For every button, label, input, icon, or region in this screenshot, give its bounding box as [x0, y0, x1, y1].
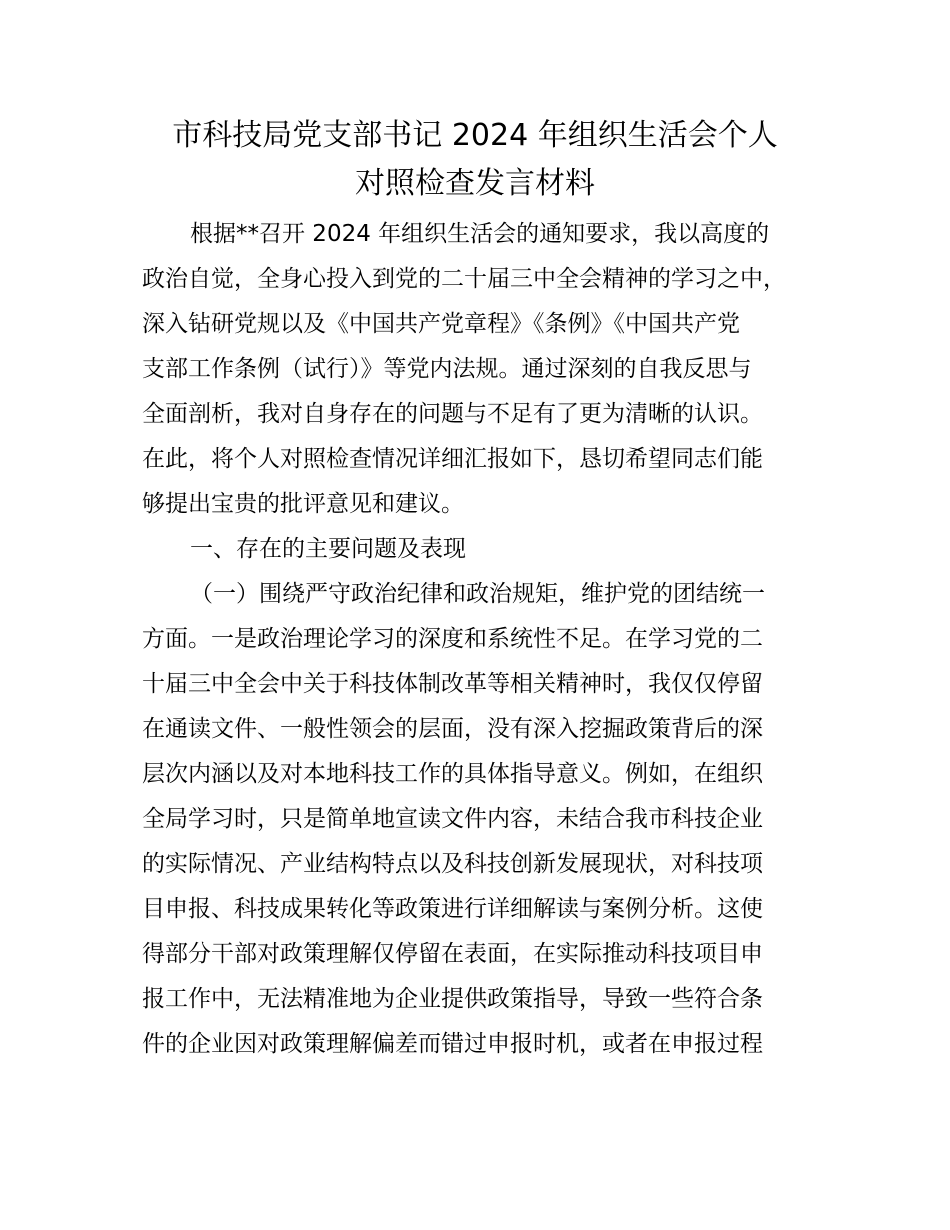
- heading-line: 一、存在的主要问题及表现: [190, 536, 466, 562]
- text-line: 的实际情况、产业结构特点以及科技创新发展现状，对科技项: [142, 851, 763, 877]
- text-line: 十届三中全会中关于科技体制改革等相关精神时，我仅仅停留: [142, 671, 763, 697]
- text-line: 报工作中，无法精准地为企业提供政策指导，导致一些符合条: [142, 986, 763, 1012]
- title-line-1: 市科技局党支部书记 2024 年组织生活会个人: [172, 118, 778, 153]
- text-line: 够提出宝贵的批评意见和建议。: [142, 491, 464, 517]
- text-line: （一）围绕严守政治纪律和政治规矩，维护党的团结统一: [190, 581, 765, 607]
- text-line: 全面剖析，我对自身存在的问题与不足有了更为清晰的认识。: [142, 401, 763, 427]
- text-line: 在此，将个人对照检查情况详细汇报如下，恳切希望同志们能: [142, 446, 763, 472]
- section-heading: [142, 527, 832, 572]
- title-line-2: 对照检查发言材料: [355, 166, 595, 201]
- text-line: 方面。一是政治理论学习的深度和系统性不足。在学习党的二: [142, 626, 763, 652]
- text-line: 得部分干部对政策理解仅停留在表面，在实际推动科技项目申: [142, 941, 763, 967]
- text-line: 件的企业因对政策理解偏差而错过申报时机，或者在申报过程: [142, 1031, 763, 1057]
- text-line: 深入钻研党规以及《中国共产党章程》《条例》《中国共产党: [142, 311, 740, 337]
- document-title: [120, 112, 830, 208]
- text-line: 全局学习时，只是简单地宣读文件内容，未结合我市科技企业: [142, 806, 763, 832]
- text-line: 根据**召开 2024 年组织生活会的通知要求，我以高度的: [190, 221, 770, 247]
- text-line: 目申报、科技成果转化等政策进行详细解读与案例分析。这使: [142, 896, 763, 922]
- text-line: 在通读文件、一般性领会的层面，没有深入挖掘政策背后的深: [142, 716, 763, 742]
- paragraph-section-1: [142, 572, 832, 1067]
- text-line: 层次内涵以及对本地科技工作的具体指导意义。例如，在组织: [142, 761, 763, 787]
- text-line: 政治自觉，全身心投入到党的二十届三中全会精神的学习之中，: [142, 266, 786, 292]
- paragraph-intro: [142, 212, 832, 527]
- text-line: 支部工作条例（试行）》等党内法规。通过深刻的自我反思与: [142, 356, 752, 382]
- document-body: [142, 212, 832, 1067]
